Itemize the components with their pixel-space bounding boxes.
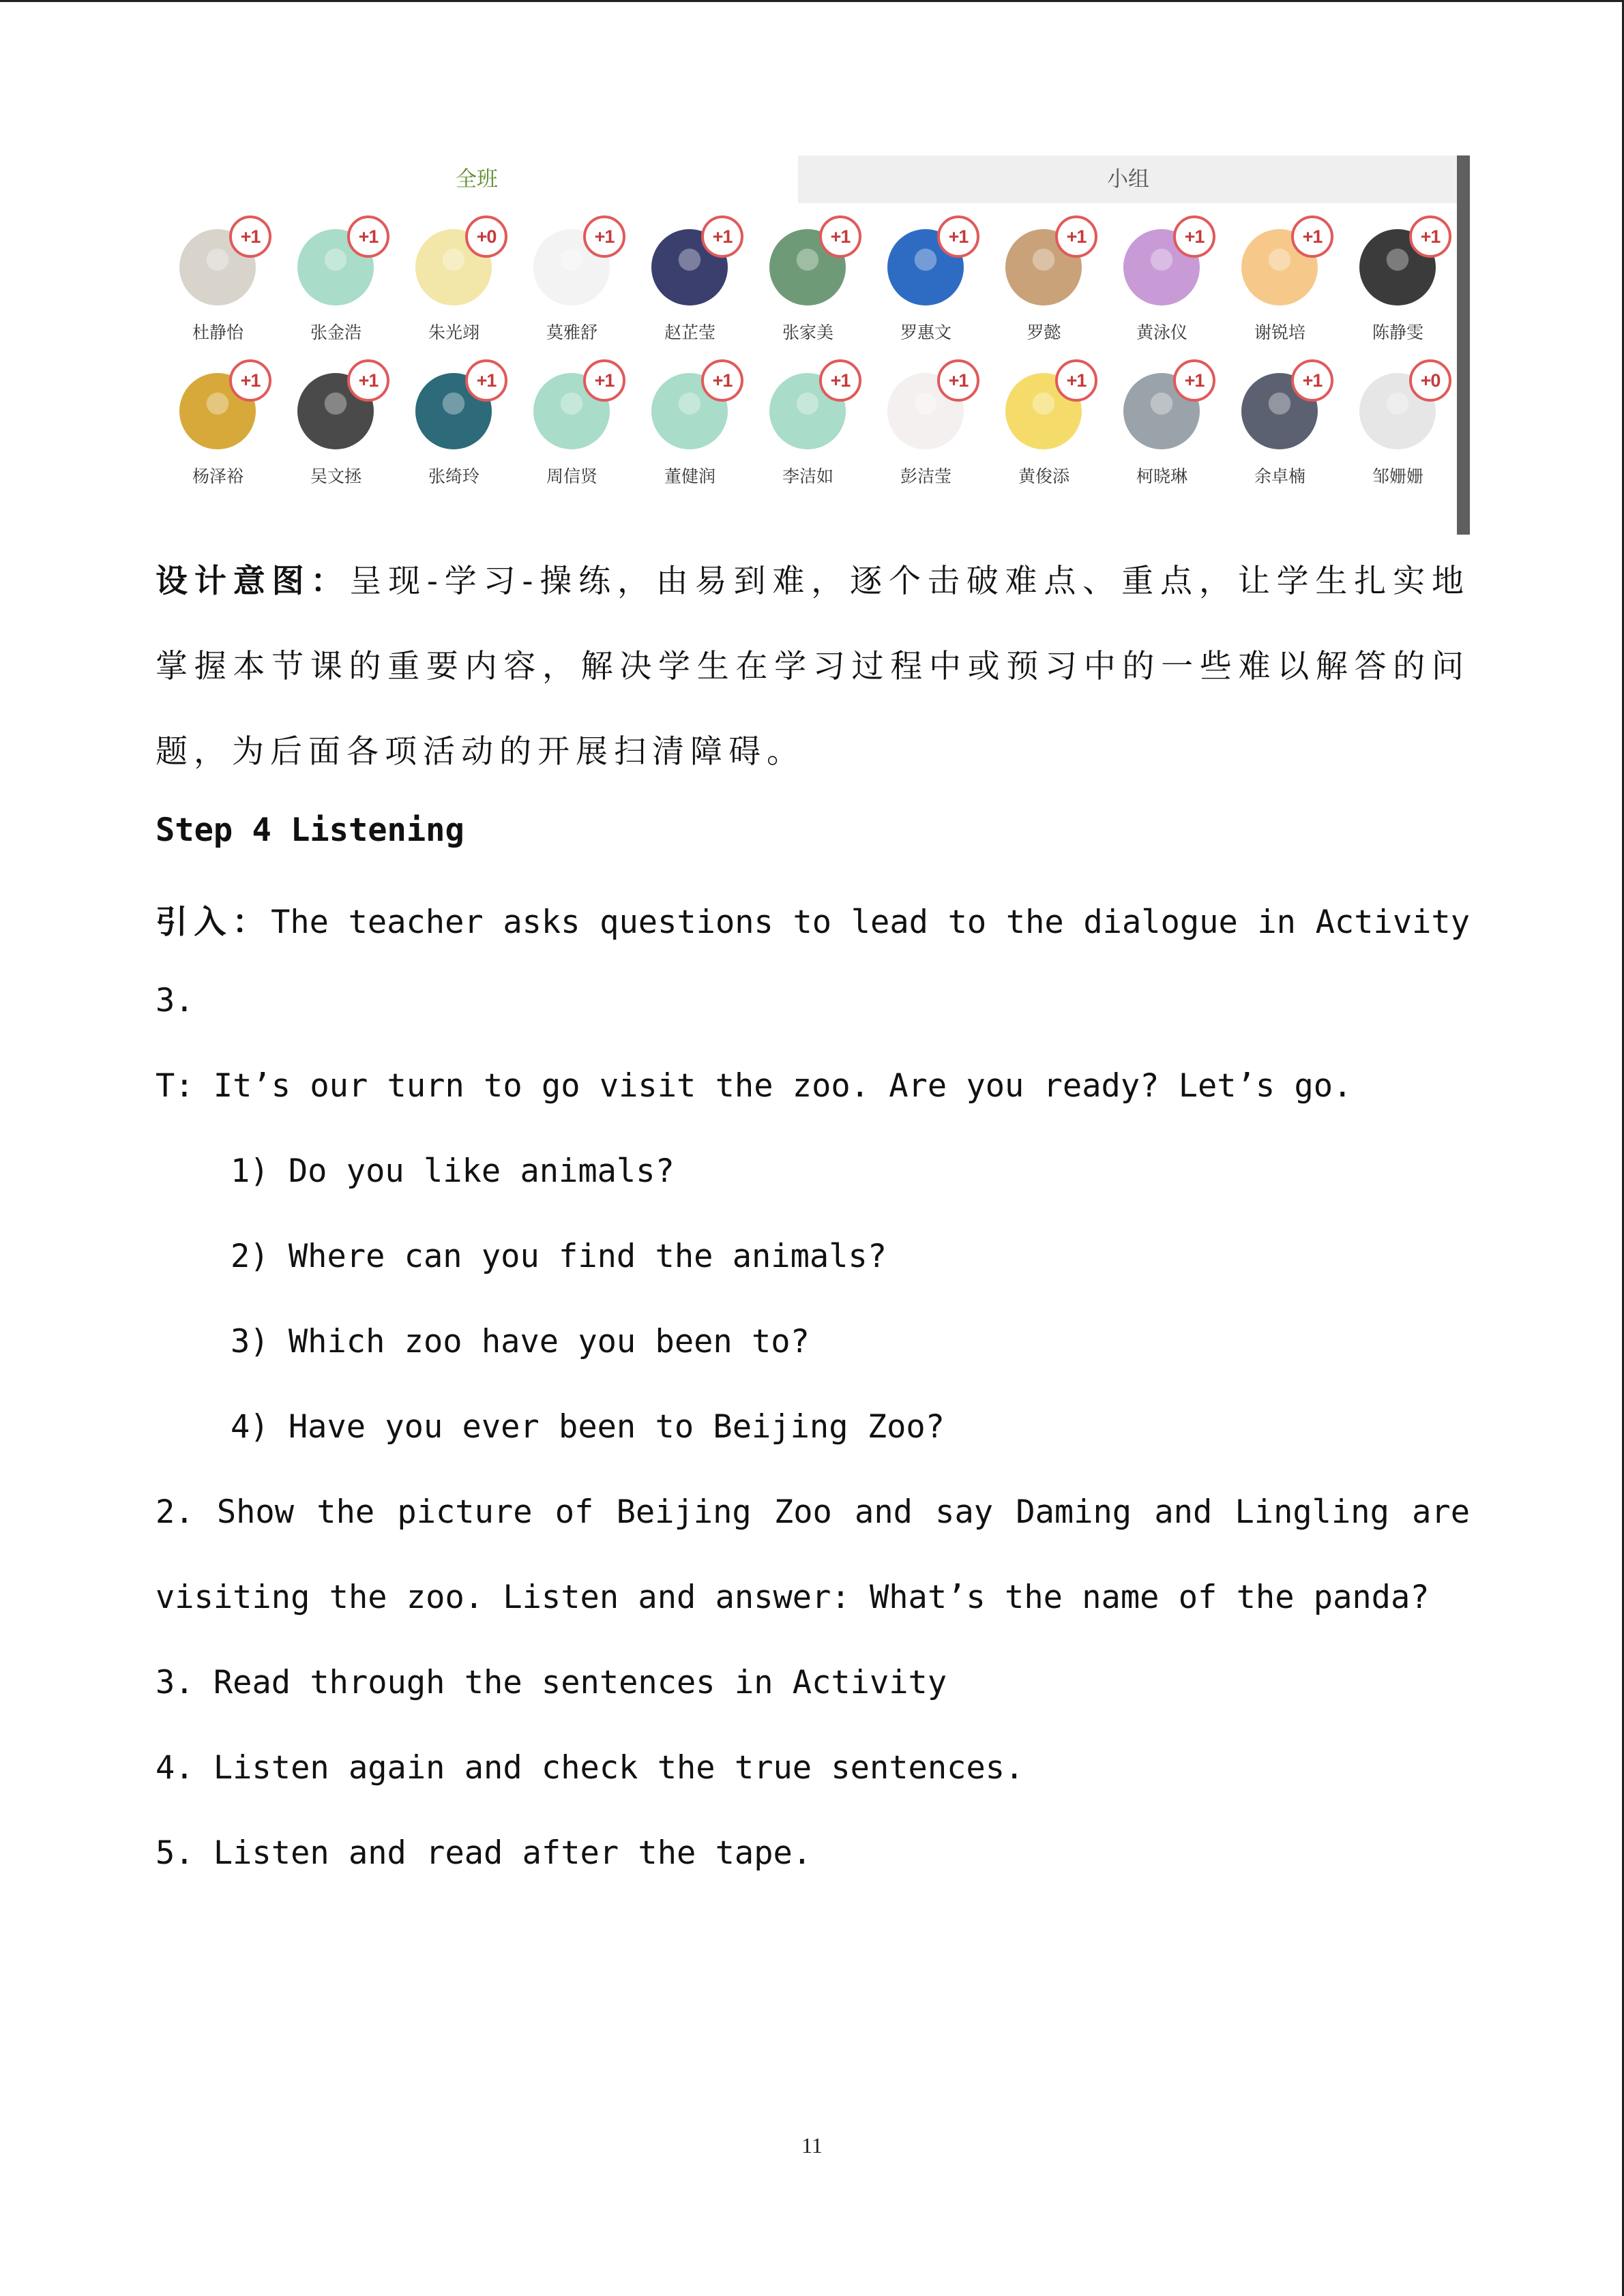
score-badge: +0 (465, 215, 507, 258)
student-card[interactable] (745, 359, 851, 496)
student-card[interactable] (1099, 215, 1205, 352)
step-3: 3. Read through the sentences in Activity (156, 1664, 947, 1701)
page-top-border (0, 0, 1624, 2)
intro-line-1 (156, 897, 1470, 942)
student-name: 谢锐培 (1254, 323, 1305, 342)
student-card[interactable] (981, 359, 1087, 496)
student-name: 余卓楠 (1254, 466, 1305, 486)
student-card[interactable] (392, 215, 497, 352)
intro-line-2: 3. (156, 982, 194, 1019)
student-name: 张金浩 (310, 323, 361, 342)
intro-label: 引入： (156, 904, 271, 941)
score-badge: +1 (347, 359, 389, 402)
score-badge: +0 (1409, 359, 1451, 402)
student-name: 杨泽裕 (192, 466, 243, 486)
score-badge: +1 (583, 359, 625, 402)
student-card[interactable] (745, 215, 851, 352)
design-intent-text-1: 呈现-学习-操练，由易到难，逐个击破难点、重点，让学生扎实地 (349, 563, 1471, 600)
score-badge: +1 (347, 215, 389, 258)
student-card[interactable] (1335, 215, 1441, 352)
score-badge: +1 (937, 359, 979, 402)
intro-text-1: The teacher asks questions to lead to the dialogue in Activity (271, 904, 1470, 941)
student-name: 赵芷莹 (664, 323, 715, 342)
score-badge: +1 (583, 215, 625, 258)
score-badge: +1 (819, 215, 861, 258)
classroom-points-screenshot (156, 155, 1470, 535)
student-card[interactable] (628, 359, 733, 496)
question-3: 3) Which zoo have you been to? (231, 1323, 810, 1360)
student-card[interactable] (981, 215, 1087, 352)
student-card[interactable] (392, 359, 497, 496)
student-name: 邹姗姗 (1372, 466, 1423, 486)
student-card[interactable] (1335, 359, 1441, 496)
student-name: 陈静雯 (1372, 323, 1423, 342)
student-card[interactable] (274, 215, 379, 352)
score-badge: +1 (1291, 359, 1333, 402)
teacher-line: T: It’s our turn to go visit the zoo. Are you ready? Let’s go. (156, 1067, 1353, 1105)
student-name: 罗懿 (1027, 323, 1061, 342)
student-name: 吴文拯 (310, 466, 361, 486)
page-number: 11 (801, 2133, 823, 2158)
tab-group[interactable]: 小组 (798, 155, 1458, 203)
student-name: 朱光翊 (428, 323, 479, 342)
student-card[interactable] (1217, 359, 1323, 496)
student-card[interactable] (863, 359, 969, 496)
step-4: 4. Listen again and check the true sentences. (156, 1749, 1024, 1787)
question-2: 2) Where can you find the animals? (231, 1238, 887, 1275)
step-2-line-2: visiting the zoo. Listen and answer: What’s the name of the panda? (156, 1579, 1430, 1616)
student-name: 黄泳仪 (1136, 323, 1187, 342)
student-card[interactable] (863, 215, 969, 352)
score-badge: +1 (1291, 215, 1333, 258)
step-heading: Step 4 Listening (156, 811, 464, 849)
student-name: 莫雅舒 (546, 323, 597, 342)
student-name: 柯晓琳 (1136, 466, 1187, 486)
student-card[interactable] (156, 215, 261, 352)
scope-tabs (156, 155, 1458, 203)
student-card[interactable] (156, 359, 261, 496)
student-name: 杜静怡 (192, 323, 243, 342)
student-card[interactable] (628, 215, 733, 352)
score-badge: +1 (465, 359, 507, 402)
score-badge: +1 (701, 359, 743, 402)
score-badge: +1 (1055, 215, 1097, 258)
score-badge: +1 (1055, 359, 1097, 402)
tab-whole-class[interactable]: 全班 (156, 155, 798, 203)
question-1: 1) Do you like animals? (231, 1152, 675, 1190)
score-badge: +1 (1173, 215, 1215, 258)
question-4: 4) Have you ever been to Beijing Zoo? (231, 1408, 945, 1446)
student-card[interactable] (274, 359, 379, 496)
student-card[interactable] (510, 215, 615, 352)
step-2-line-1: 2. Show the picture of Beijing Zoo and say Daming and Lingling are (156, 1493, 1470, 1531)
design-intent-label: 设计意图： (156, 563, 350, 600)
student-name: 周信贤 (546, 466, 597, 486)
design-intent-line-3: 题，为后面各项活动的开展扫清障碍。 (156, 733, 805, 771)
design-intent-line-1 (156, 556, 1470, 601)
score-badge: +1 (1409, 215, 1451, 258)
student-name: 彭洁莹 (900, 466, 951, 486)
score-badge: +1 (701, 215, 743, 258)
score-badge: +1 (819, 359, 861, 402)
student-name: 张家美 (782, 323, 833, 342)
score-badge: +1 (229, 359, 271, 402)
student-name: 罗惠文 (900, 323, 951, 342)
student-name: 张绮玲 (428, 466, 479, 486)
score-badge: +1 (1173, 359, 1215, 402)
step-5: 5. Listen and read after the tape. (156, 1834, 812, 1872)
design-intent-line-2: 掌握本节课的重要内容，解决学生在学习过程中或预习中的一些难以解答的问 (156, 648, 1470, 685)
student-card[interactable] (510, 359, 615, 496)
score-badge: +1 (229, 215, 271, 258)
student-card[interactable] (1217, 215, 1323, 352)
student-name: 李洁如 (782, 466, 833, 486)
student-name: 董健润 (664, 466, 715, 486)
student-card[interactable] (1099, 359, 1205, 496)
student-name: 黄俊添 (1018, 466, 1069, 486)
score-badge: +1 (937, 215, 979, 258)
